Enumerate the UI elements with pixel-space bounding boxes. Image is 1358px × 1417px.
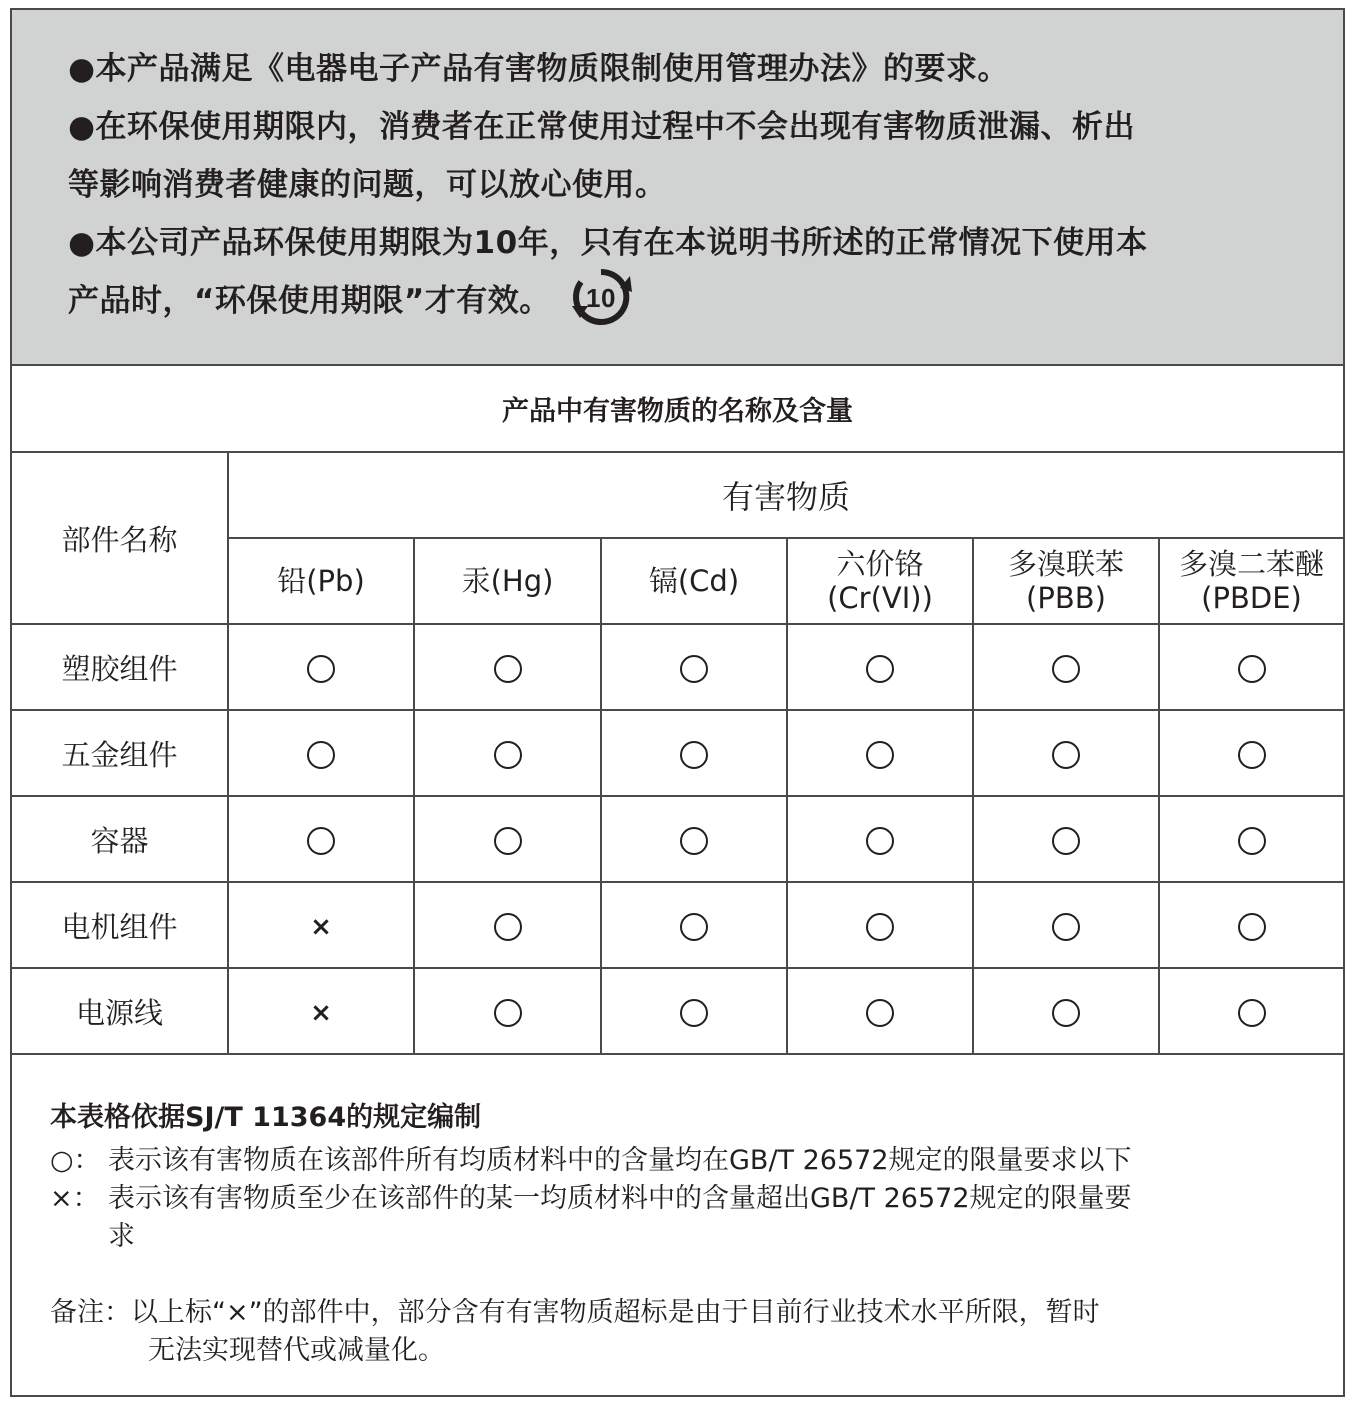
notice-line-3: 等影响消费者健康的问题，可以放心使用。 (68, 167, 667, 203)
compliant-circle-mark (1238, 655, 1266, 683)
compliant-circle-mark (1052, 999, 1080, 1027)
content-cell (1159, 624, 1343, 710)
content-cell (973, 624, 1159, 710)
x-legend-text: 表示该有害物质至少在该部件的某一均质材料中的含量超出GB/T 26572规定的限量要 (108, 1183, 1132, 1214)
environmental-protection-use-period-icon (568, 266, 634, 328)
o-legend-text: 表示该有害物质在该部件所有均质材料中的含量均在GB/T 26572规定的限量要求以下 (108, 1145, 1132, 1176)
content-cell (228, 882, 414, 968)
compliant-circle-mark (1052, 655, 1080, 683)
exceeds-cross-mark: × (310, 911, 332, 942)
compliant-circle-mark (866, 655, 894, 683)
notice-line-1: ●本产品满足《电器电子产品有害物质限制使用管理办法》的要求。 (68, 51, 1010, 87)
compliant-circle-mark (680, 827, 708, 855)
part-name: 容器 (12, 796, 228, 882)
content-cell (228, 624, 414, 710)
content-cell (228, 710, 414, 796)
remark-label: 备注： (50, 1297, 131, 1328)
compliant-circle-mark (1052, 913, 1080, 941)
remark-text-continued: 无法实现替代或减量化。 (148, 1335, 445, 1366)
table-title: 产品中有害物质的名称及含量 (12, 366, 1343, 452)
environmental-notice (12, 10, 1343, 366)
content-cell (601, 710, 787, 796)
part-name: 塑胶组件 (12, 624, 228, 710)
content-cell (1159, 882, 1343, 968)
content-cell (414, 710, 601, 796)
substance-header (228, 538, 414, 624)
content-cell (973, 796, 1159, 882)
substance-name: 多溴联苯 (1007, 547, 1124, 581)
content-cell (601, 968, 787, 1054)
substance-name: 铅(Pb) (277, 564, 365, 598)
compliant-circle-mark (680, 999, 708, 1027)
compliant-circle-mark (1238, 741, 1266, 769)
part-name: 电机组件 (12, 882, 228, 968)
compliant-circle-mark (680, 741, 708, 769)
content-cell (414, 624, 601, 710)
substance-header (973, 538, 1159, 624)
content-cell (1159, 968, 1343, 1054)
o-legend (50, 1142, 1132, 1180)
content-cell (414, 968, 601, 1054)
content-cell (787, 796, 973, 882)
compliant-circle-mark (1052, 741, 1080, 769)
compliant-circle-mark (866, 999, 894, 1027)
table-row (12, 796, 1343, 882)
content-cell (973, 710, 1159, 796)
part-name-header: 部件名称 (12, 452, 228, 624)
compliant-circle-mark (1238, 999, 1266, 1027)
compliant-circle-mark (680, 913, 708, 941)
content-cell (787, 968, 973, 1054)
x-legend (50, 1180, 1132, 1218)
content-cell (414, 796, 601, 882)
compliance-basis: 本表格依据SJ/T 11364的规定编制 (50, 1102, 482, 1133)
notice-line-5: 产品时，“环保使用期限”才有效。 (68, 283, 551, 319)
table-row (12, 968, 1343, 1054)
content-cell (787, 882, 973, 968)
o-legend-symbol: ○： (50, 1145, 101, 1176)
compliant-circle-mark (1052, 827, 1080, 855)
exceeds-cross-mark: × (310, 997, 332, 1028)
part-name: 五金组件 (12, 710, 228, 796)
hazardous-substances-table (12, 366, 1343, 1055)
remark-text: 以上标“×”的部件中，部分含有有害物质超标是由于目前行业技术水平所限，暂时 (131, 1297, 1100, 1328)
substance-symbol: (PBB) (1026, 581, 1106, 615)
notice-line-5-wrapper (68, 272, 1298, 330)
substance-header (1159, 538, 1343, 624)
compliant-circle-mark (680, 655, 708, 683)
compliant-circle-mark (1238, 913, 1266, 941)
substance-name: 汞(Hg) (461, 564, 554, 598)
content-cell (228, 796, 414, 882)
compliant-circle-mark (494, 827, 522, 855)
compliant-circle-mark (307, 827, 335, 855)
table-row (12, 710, 1343, 796)
hazardous-substances-header: 有害物质 (228, 452, 1343, 538)
content-cell (601, 796, 787, 882)
compliant-circle-mark (494, 999, 522, 1027)
x-legend-text-continued: 求 (108, 1221, 135, 1252)
substance-header (414, 538, 601, 624)
table-row (12, 624, 1343, 710)
content-cell (973, 882, 1159, 968)
compliant-circle-mark (494, 655, 522, 683)
content-cell (973, 968, 1159, 1054)
content-cell (787, 710, 973, 796)
content-cell (601, 882, 787, 968)
substance-header (787, 538, 973, 624)
compliant-circle-mark (307, 655, 335, 683)
compliant-circle-mark (1238, 827, 1266, 855)
substance-name: 六价铬 (836, 547, 924, 581)
notice-line-2: ●在环保使用期限内，消费者在正常使用过程中不会出现有害物质泄漏、析出 (68, 109, 1136, 145)
substance-symbol: (PBDE) (1201, 581, 1302, 615)
substance-symbol: (Cr(VI)) (827, 581, 933, 615)
remark (50, 1294, 1100, 1332)
substance-name: 多溴二苯醚 (1179, 547, 1325, 581)
content-cell (1159, 796, 1343, 882)
content-cell (787, 624, 973, 710)
logo-number: 10 (586, 282, 617, 313)
part-name: 电源线 (12, 968, 228, 1054)
content-cell (414, 882, 601, 968)
content-cell (228, 968, 414, 1054)
compliant-circle-mark (866, 741, 894, 769)
compliant-circle-mark (494, 913, 522, 941)
content-cell (601, 624, 787, 710)
notice-line-4: ●本公司产品环保使用期限为10年，只有在本说明书所述的正常情况下使用本 (68, 225, 1148, 261)
x-legend-symbol: ×： (50, 1183, 100, 1214)
document-frame (10, 8, 1345, 1397)
compliant-circle-mark (866, 913, 894, 941)
substance-name: 镉(Cd) (648, 564, 740, 598)
table-row (12, 882, 1343, 968)
substance-header (601, 538, 787, 624)
compliant-circle-mark (307, 741, 335, 769)
compliant-circle-mark (866, 827, 894, 855)
compliant-circle-mark (494, 741, 522, 769)
content-cell (1159, 710, 1343, 796)
